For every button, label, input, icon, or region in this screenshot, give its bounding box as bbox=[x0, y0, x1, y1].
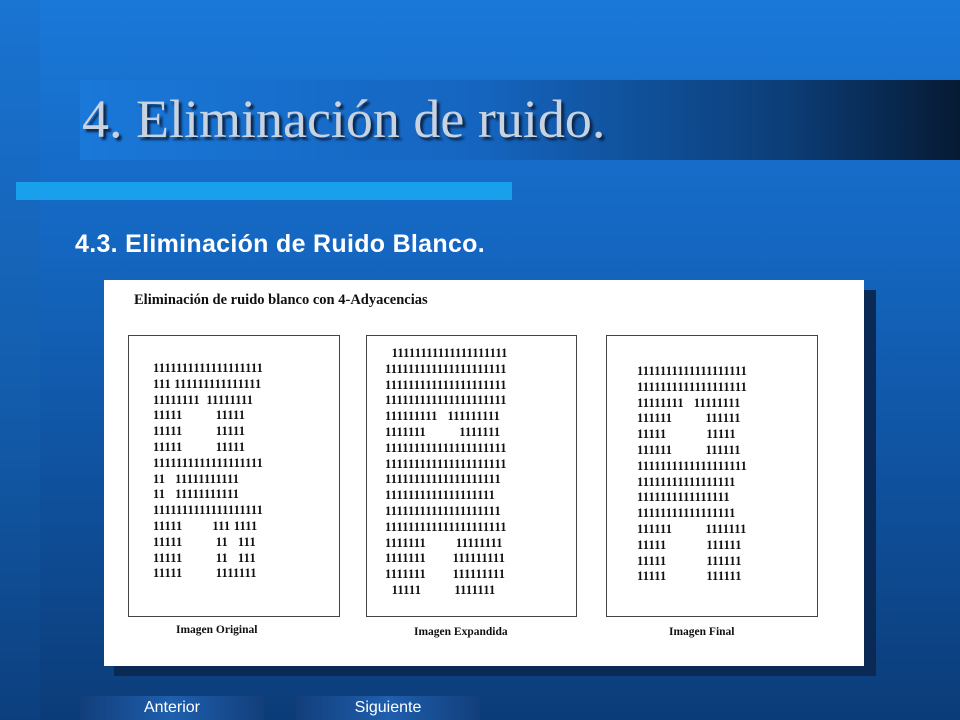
grid-row: 11111 11111 bbox=[153, 424, 246, 439]
grid-row: 111111111111111111111 bbox=[385, 519, 507, 534]
grid-row: 111111111111111111111 bbox=[385, 377, 507, 392]
grid-row: 1111111111111111 bbox=[637, 490, 730, 505]
grid-row: 11111111111111111 bbox=[637, 474, 736, 489]
grid-row: 11 11111111111 bbox=[153, 487, 240, 502]
grid-row: 11111 1111111 bbox=[385, 582, 496, 597]
grid-row: 111 111111111111111 bbox=[153, 376, 262, 391]
grid-row: 111111111111111111111 bbox=[385, 361, 507, 376]
original-image-grid bbox=[153, 361, 263, 582]
grid-row: 111111111111111111111 bbox=[385, 440, 507, 455]
grid-row: 11111111111111111111 bbox=[385, 472, 501, 487]
panel-original bbox=[128, 335, 340, 617]
grid-row: 11111 111111 bbox=[637, 553, 742, 568]
panel-expanded bbox=[366, 335, 577, 617]
figure-title: Eliminación de ruido blanco con 4-Adyacencias bbox=[134, 292, 428, 308]
grid-row: 11111 1111111 bbox=[153, 566, 257, 581]
grid-row: 1111111111111111111 bbox=[385, 488, 496, 503]
panel-final bbox=[606, 335, 818, 617]
grid-row: 1111111111111111111 bbox=[153, 361, 264, 375]
grid-row: 11111 11111 bbox=[153, 439, 246, 454]
grid-row: 11111111111111111111 bbox=[385, 346, 508, 360]
grid-row: 11 11111111111 bbox=[153, 471, 240, 486]
grid-row: 1111111 1111111 bbox=[385, 424, 501, 439]
previous-button[interactable]: Anterior bbox=[80, 696, 264, 720]
grid-row: 11111111 11111111 bbox=[153, 392, 254, 407]
grid-row: 111111111 111111111 bbox=[385, 409, 501, 424]
grid-row: 1111111111111111111 bbox=[637, 364, 748, 378]
expanded-image-grid bbox=[385, 346, 508, 599]
noise-removal-figure bbox=[104, 280, 864, 666]
grid-row: 1111111 111111111 bbox=[385, 551, 506, 566]
grid-row: 1111111111111111111 bbox=[153, 455, 264, 470]
grid-row: 11111 11 111 bbox=[153, 534, 256, 549]
caption-expanded: Imagen Expandida bbox=[414, 626, 508, 638]
caption-final: Imagen Final bbox=[669, 626, 735, 638]
grid-row: 1111111111111111111 bbox=[637, 458, 748, 473]
grid-row: 11111111 11111111 bbox=[637, 395, 741, 410]
grid-row: 1111111 11111111 bbox=[385, 535, 503, 550]
caption-original: Imagen Original bbox=[176, 624, 258, 636]
next-button[interactable]: Siguiente bbox=[296, 696, 480, 720]
grid-row: 111111 1111111 bbox=[637, 521, 747, 536]
slide-title: 4. Eliminación de ruido. bbox=[82, 89, 606, 149]
grid-row: 111111111111111111111 bbox=[385, 456, 507, 471]
accent-bar bbox=[16, 182, 512, 200]
grid-row: 1111111111111111111 bbox=[637, 379, 748, 394]
grid-row: 1111111 111111111 bbox=[385, 567, 506, 582]
grid-row: 11111111111111111 bbox=[637, 506, 736, 521]
grid-row: 11111 11 111 bbox=[153, 550, 256, 565]
grid-row: 11111 111 1111 bbox=[153, 518, 258, 533]
grid-row: 1111111111111111111 bbox=[153, 503, 264, 518]
left-decor-strip bbox=[0, 0, 40, 720]
slide-subtitle: 4.3. Eliminación de Ruido Blanco. bbox=[75, 230, 485, 258]
grid-row: 111111 111111 bbox=[637, 442, 741, 457]
grid-row: 111111111111111111111 bbox=[385, 393, 507, 408]
grid-row: 11111 11111 bbox=[637, 427, 736, 442]
grid-row: 11111 111111 bbox=[637, 569, 742, 584]
grid-row: 11111111111111111111 bbox=[385, 503, 501, 518]
grid-row: 11111 11111 bbox=[153, 408, 246, 423]
grid-row: 11111 111111 bbox=[637, 537, 742, 552]
grid-row: 111111 111111 bbox=[637, 411, 741, 426]
final-image-grid bbox=[637, 364, 747, 585]
